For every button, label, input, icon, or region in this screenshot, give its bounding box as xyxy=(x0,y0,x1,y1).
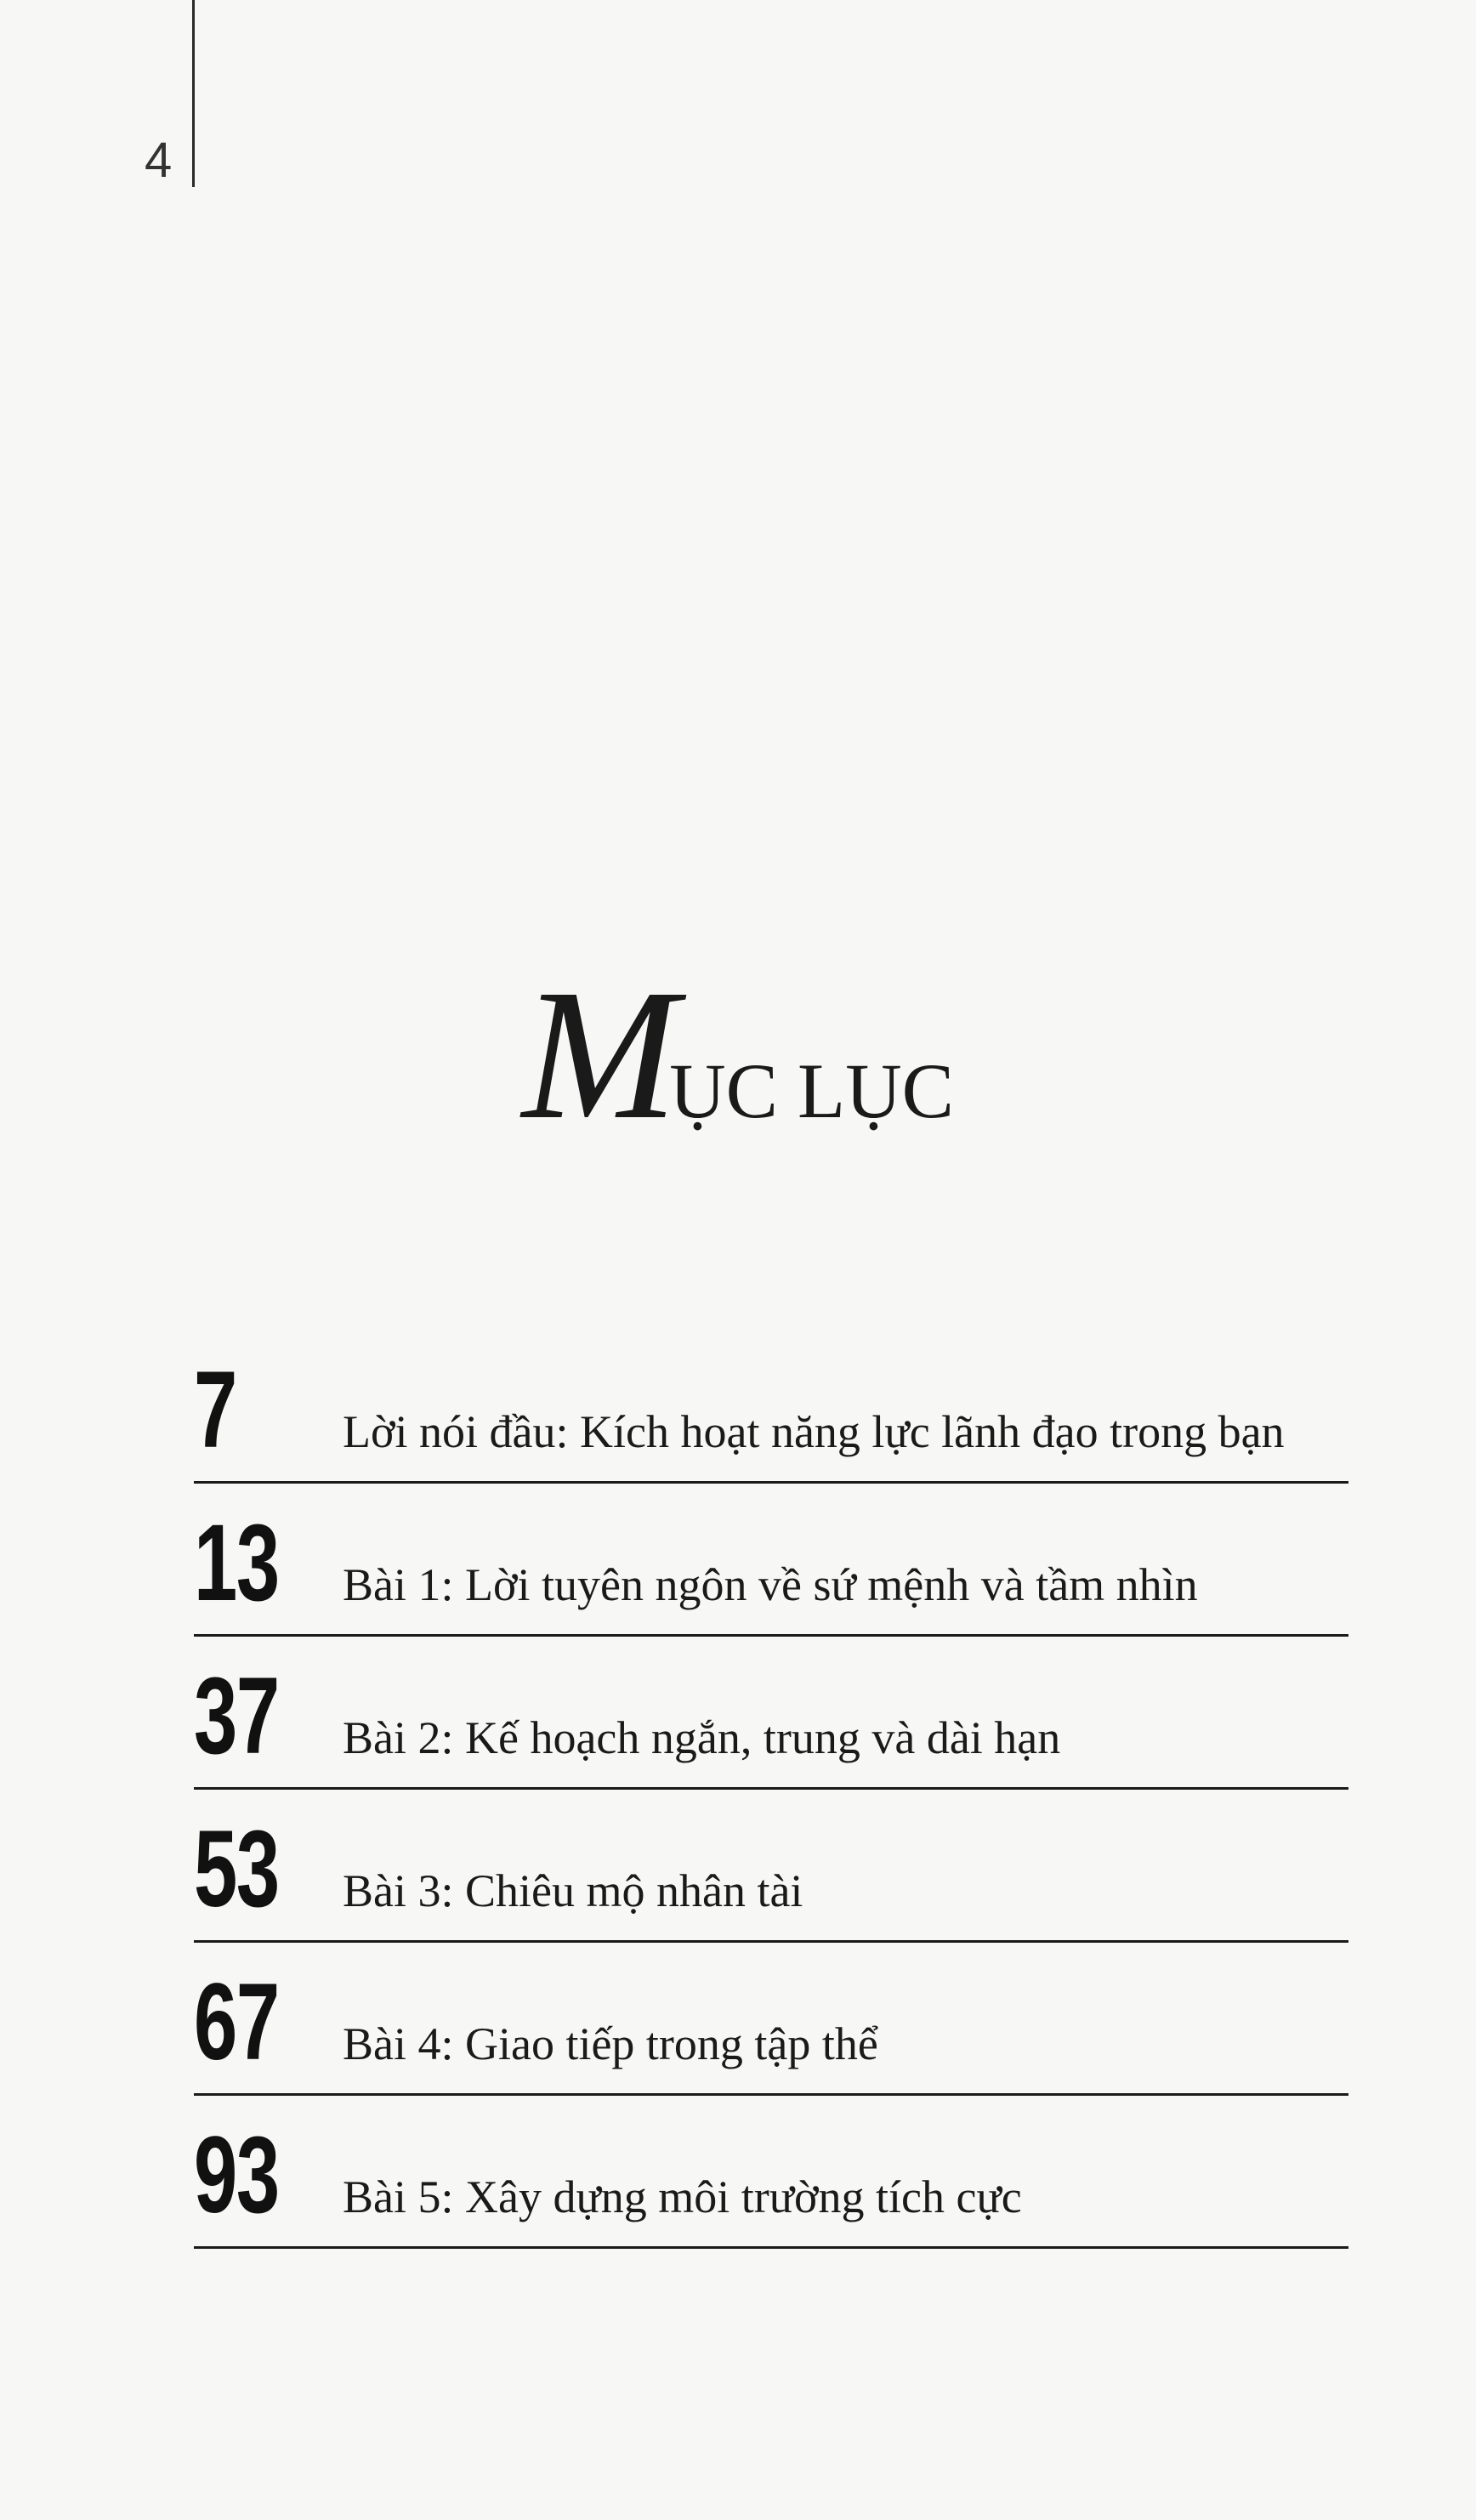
page-number: 4 xyxy=(145,133,173,188)
toc-entry-page: 37 xyxy=(194,1655,279,1777)
toc-entry-title: Lời nói đầu: Kích hoạt năng lực lãnh đạo trong bạn xyxy=(343,1406,1285,1457)
toc-entry[interactable] xyxy=(194,2096,1348,2249)
toc-entry[interactable] xyxy=(194,1637,1348,1790)
toc-entry[interactable] xyxy=(194,1943,1348,2096)
margin-rule xyxy=(192,0,195,187)
toc-entry[interactable] xyxy=(194,1484,1348,1637)
toc-heading-rest: ỤC LỤC xyxy=(669,1047,955,1134)
toc-entry-page: 7 xyxy=(194,1349,236,1471)
toc-entry-page: 13 xyxy=(194,1502,279,1624)
toc-entry-title: Bài 1: Lời tuyên ngôn về sứ mệnh và tầm nhìn xyxy=(343,1559,1198,1610)
toc-entry-title: Bài 5: Xây dựng môi trường tích cực xyxy=(343,2171,1022,2222)
toc-heading-initial: M xyxy=(521,951,675,1158)
toc-heading xyxy=(0,951,1476,1158)
toc-entry[interactable] xyxy=(194,1331,1348,1484)
toc-entry-title: Bài 2: Kế hoạch ngắn, trung và dài hạn xyxy=(343,1712,1061,1763)
toc-entry-page: 93 xyxy=(194,2114,279,2236)
toc-entry-title: Bài 3: Chiêu mộ nhân tài xyxy=(343,1865,803,1916)
toc-entry-rule xyxy=(194,2246,1348,2249)
toc-list xyxy=(194,1331,1348,2249)
toc-entry-page: 67 xyxy=(194,1961,279,2083)
toc-entry-title: Bài 4: Giao tiếp trong tập thể xyxy=(343,2018,878,2069)
toc-entry[interactable] xyxy=(194,1790,1348,1943)
toc-entry-page: 53 xyxy=(194,1808,279,1930)
